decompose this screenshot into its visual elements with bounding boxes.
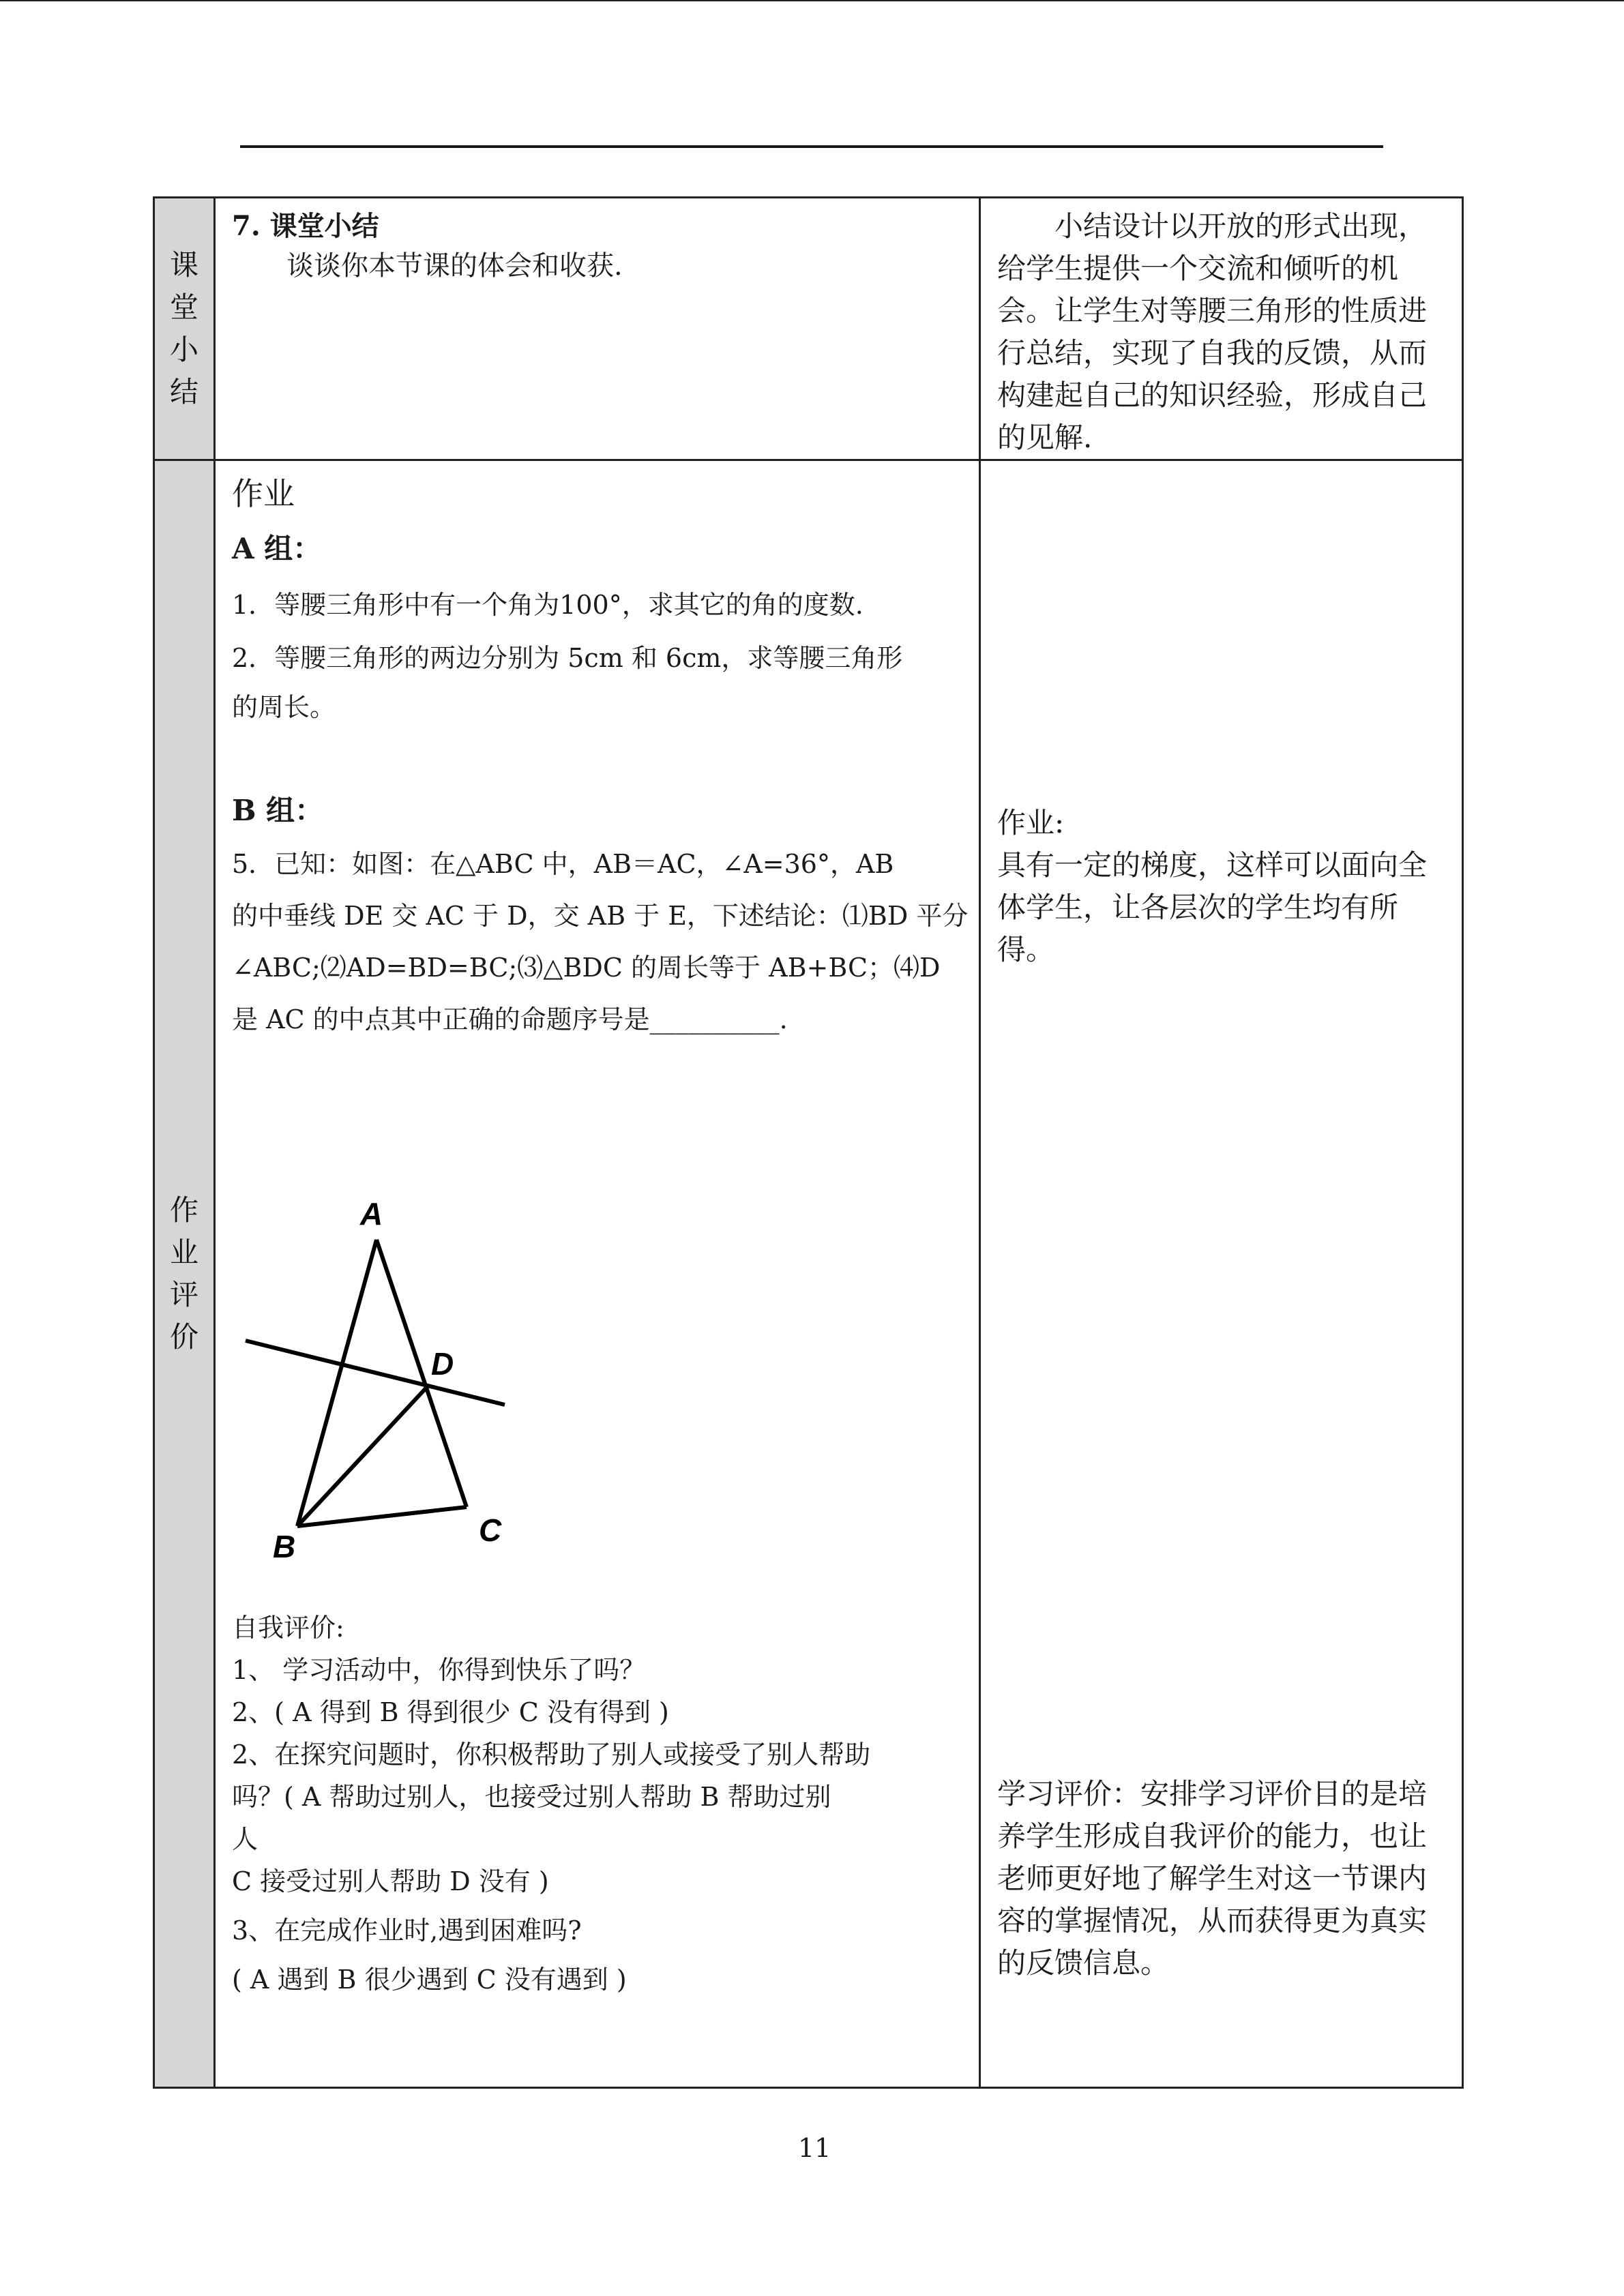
question-5-line-2: 的中垂线 DE 交 AC 于 D，交 AB 于 E，下述结论：⑴BD 平分 — [232, 901, 969, 931]
self-eval-q1: 1、 学习活动中，你得到快乐了吗？ — [232, 1655, 646, 1685]
header-rule — [240, 145, 1383, 148]
triangle-figure — [216, 1170, 570, 1564]
note-homework-body: 具有一定的梯度，这样可以面向全体学生，让各层次的学生均有所得。 — [997, 848, 1428, 966]
self-eval-q1-options: 2、( A 得到 B 得到很少 C 没有得到 ) — [232, 1697, 669, 1727]
question-5-line-1: 5．已知：如图：在△ABC 中，AB＝AC，∠A=36°，AB — [232, 849, 894, 879]
homework-title: 作业 — [232, 475, 295, 512]
group-a-heading: A 组： — [232, 532, 322, 565]
self-eval-q2-line-2: 吗？( A 帮助过别人，也接受过别人帮助 B 帮助过别 — [232, 1782, 831, 1812]
label-c: C — [479, 1512, 502, 1548]
homework-side-cell — [154, 460, 215, 2088]
homework-row — [154, 460, 1463, 2088]
homework-side-label: 作 业 评 价 — [169, 1193, 198, 1354]
summary-side-label: 课 堂 小 结 — [169, 248, 198, 408]
label-d: D — [431, 1346, 454, 1382]
self-eval-q2-line-1: 2、在探究问题时，你积极帮助了别人或接受了别人帮助 — [232, 1740, 871, 1770]
group-b-heading: B 组： — [232, 794, 324, 827]
homework-note-cell — [980, 460, 1463, 2088]
note-evaluation: 学习评价：安排学习评价目的是培养学生形成自我评价的能力，也让老师更好地了解学生对这一节课内容的掌握情况，从而获得更为真实的反馈信息。 — [997, 1777, 1428, 1980]
side-bc — [297, 1507, 467, 1526]
summary-note: 小结设计以开放的形式出现，给学生提供一个交流和倾听的机会。让学生对等腰三角形的性质进行总结，实现了自我的反馈，从而构建起自己的知识经验，形成自己的见解. — [997, 209, 1428, 454]
label-b: B — [273, 1529, 296, 1564]
question-5-line-4: 是 AC 的中点其中正确的命题序号是__________. — [232, 1004, 788, 1034]
summary-row — [154, 198, 1463, 460]
question-1: 1．等腰三角形中有一个角为100°，求其它的角的度数. — [232, 590, 863, 620]
self-eval-q2-line-4: C 接受过别人帮助 D 没有 ) — [232, 1866, 549, 1896]
summary-content-cell — [215, 198, 980, 460]
note-homework-title: 作业: — [997, 806, 1065, 839]
page-top-border — [0, 0, 1624, 1]
self-eval-title: 自我评价: — [232, 1613, 344, 1643]
label-a: A — [360, 1196, 383, 1232]
page-number: 11 — [798, 2133, 831, 2163]
self-eval-q3: 3、在完成作业时,遇到困难吗? — [232, 1915, 582, 1945]
summary-note-cell — [980, 198, 1463, 460]
summary-title: 7. 课堂小结 — [232, 210, 379, 242]
lesson-plan-table — [153, 196, 1464, 2089]
question-2-line-2: 的周长。 — [232, 692, 336, 722]
summary-side-cell — [154, 198, 215, 460]
homework-content-cell — [215, 460, 980, 2088]
self-eval-q2-line-3: 人 — [232, 1824, 259, 1854]
question-5-line-3: ∠ABC;⑵AD=BD=BC;⑶△BDC 的周长等于 AB+BC；⑷D — [232, 953, 941, 983]
perpendicular-bisector-de — [246, 1341, 505, 1405]
self-eval-q3-options: ( A 遇到 B 很少遇到 C 没有遇到 ) — [232, 1965, 627, 1995]
question-2-line-1: 2．等腰三角形的两边分别为 5cm 和 6cm，求等腰三角形 — [232, 643, 903, 673]
summary-line: 谈谈你本节课的体会和收获. — [286, 250, 623, 282]
